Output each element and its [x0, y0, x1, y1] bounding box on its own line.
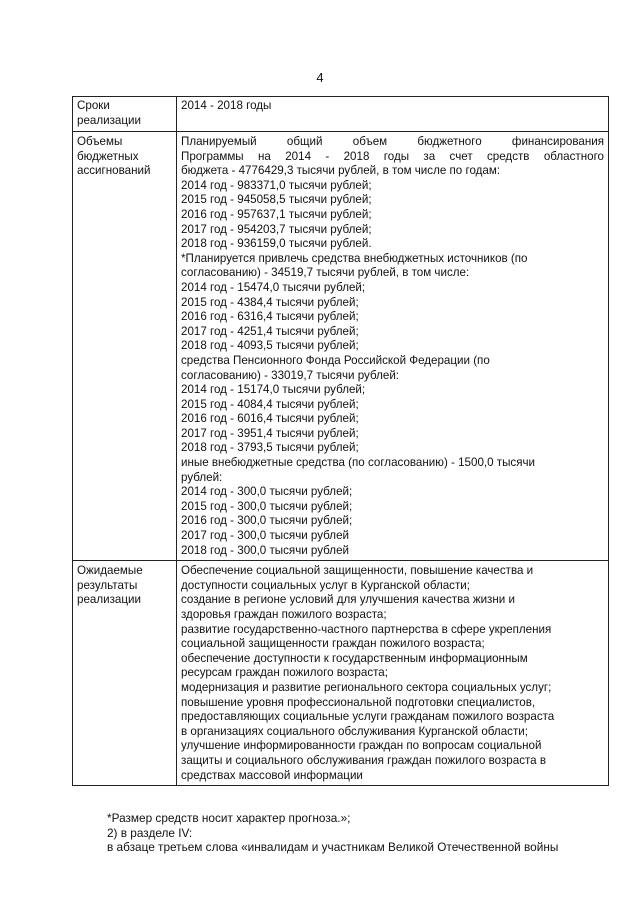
content-line: 2016 год - 300,0 тысячи рублей; [181, 514, 353, 528]
content-line: защиты и социального обслуживания граждан пожилого возраста в [181, 753, 547, 767]
content-line: 2014 год - 300,0 тысячи рублей; [181, 485, 353, 499]
content-line: 2017 год - 954203,7 тысячи рублей; [181, 222, 372, 236]
content-line: 2016 год - 6016,4 тысячи рублей; [181, 412, 359, 426]
content-line: 2014 год - 983371,0 тысячи рублей; [181, 178, 372, 192]
content-line: 2018 год - 4093,5 тысячи рублей; [181, 339, 359, 353]
row-label-line: ассигнований [77, 164, 151, 178]
content-line: 2018 год - 300,0 тысячи рублей [181, 543, 349, 557]
row-label [73, 132, 177, 561]
row-content [177, 97, 609, 132]
content-line: 2018 год - 936159,0 тысячи рублей. [181, 237, 372, 251]
content-line: 2015 год - 300,0 тысячи рублей; [181, 499, 353, 513]
row-label-line: реализации [77, 593, 141, 607]
content-line: предоставляющих социальные услуги гражданам пожилого возраста [181, 710, 555, 724]
content-line: иные внебюджетные средства (по согласованию) - 1500,0 тысячи [181, 456, 536, 470]
content-line: Планируемый общий объем бюджетного финансирования [181, 135, 604, 148]
content-line: обеспечение доступности к государственным информационным [181, 651, 528, 665]
content-line: развитие государственно-частного партнерства в сфере укрепления [181, 622, 552, 636]
content-line: 2016 год - 6316,4 тысячи рублей; [181, 310, 359, 324]
table-row [73, 97, 609, 132]
row-content [177, 561, 609, 786]
content-line: 2014 - 2018 годы [181, 99, 272, 112]
content-line: 2015 год - 4084,4 тысячи рублей; [181, 397, 359, 411]
content-line: доступности социальных услуг в Курганской области; [181, 578, 470, 592]
row-label-line: реализации [77, 113, 141, 127]
content-line: 2014 год - 15174,0 тысячи рублей; [181, 383, 366, 397]
footer-line: 2) в разделе IV: [107, 825, 193, 840]
table-row [73, 132, 609, 561]
content-line: бюджета - 4776429,3 тысячи рублей, в том числе по годам: [181, 164, 501, 178]
content-line: улучшение информированности граждан по вопросам социальной [181, 739, 542, 753]
content-line: ресурсам граждан пожилого возраста; [181, 666, 388, 680]
content-line: средства Пенсионного Фонда Российской Федерации (по [181, 353, 490, 367]
content-line: согласованию) - 34519,7 тысячи рублей, в том числе: [181, 266, 470, 280]
content-line: повышение уровня профессиональной подготовки специалистов, [181, 695, 536, 709]
content-line: социальной защищенности граждан пожилого возраста; [181, 637, 485, 651]
row-label-line: Ожидаемые [77, 564, 143, 578]
footer-text [107, 811, 617, 855]
content-line: создание в регионе условий для улучшения качества жизни и [181, 593, 515, 607]
row-label-line: Сроки [77, 99, 110, 112]
row-content [177, 132, 609, 561]
footer-line: в абзаце третьем слова «инвалидам и участникам Великой Отечественной войны [107, 840, 559, 855]
content-line: здоровья граждан пожилого возраста; [181, 608, 387, 621]
program-passport-table [72, 96, 609, 786]
page-number: 4 [316, 70, 324, 85]
content-line: согласованию) - 33019,7 тысячи рублей: [181, 368, 400, 382]
content-line: 2017 год - 3951,4 тысячи рублей; [181, 426, 359, 440]
content-line: рублей: [181, 470, 223, 484]
row-label-line: результаты [77, 578, 138, 592]
table-row [73, 561, 609, 786]
content-line: средствах массовой информации [181, 768, 363, 782]
content-line: 2014 год - 15474,0 тысячи рублей; [181, 280, 366, 294]
content-line: 2018 год - 3793,5 тысячи рублей; [181, 441, 359, 455]
footer-line: *Размер средств носит характер прогноза.»; [107, 811, 351, 825]
content-line: в организациях социального обслуживания Курганской области; [181, 724, 528, 738]
content-line: Обеспечение социальной защищенности, повышение качества и [181, 564, 534, 578]
content-line: 2017 год - 300,0 тысячи рублей [181, 529, 349, 543]
row-label [73, 97, 177, 132]
row-label-line: бюджетных [77, 149, 139, 163]
content-line: 2016 год - 957637,1 тысячи рублей; [181, 207, 372, 221]
row-label [73, 561, 177, 786]
content-line: модернизация и развитие регионального сектора социальных услуг; [181, 680, 552, 694]
content-line: *Планируется привлечь средства внебюджетных источников (по [181, 251, 528, 265]
content-line: Программы на 2014 - 2018 годы за счет средств областного [181, 149, 604, 163]
row-label-line: Объемы [77, 135, 123, 148]
content-line: 2015 год - 945058,5 тысячи рублей; [181, 193, 372, 207]
content-line: 2015 год - 4384,4 тысячи рублей; [181, 295, 359, 309]
content-line: 2017 год - 4251,4 тысячи рублей; [181, 324, 359, 338]
